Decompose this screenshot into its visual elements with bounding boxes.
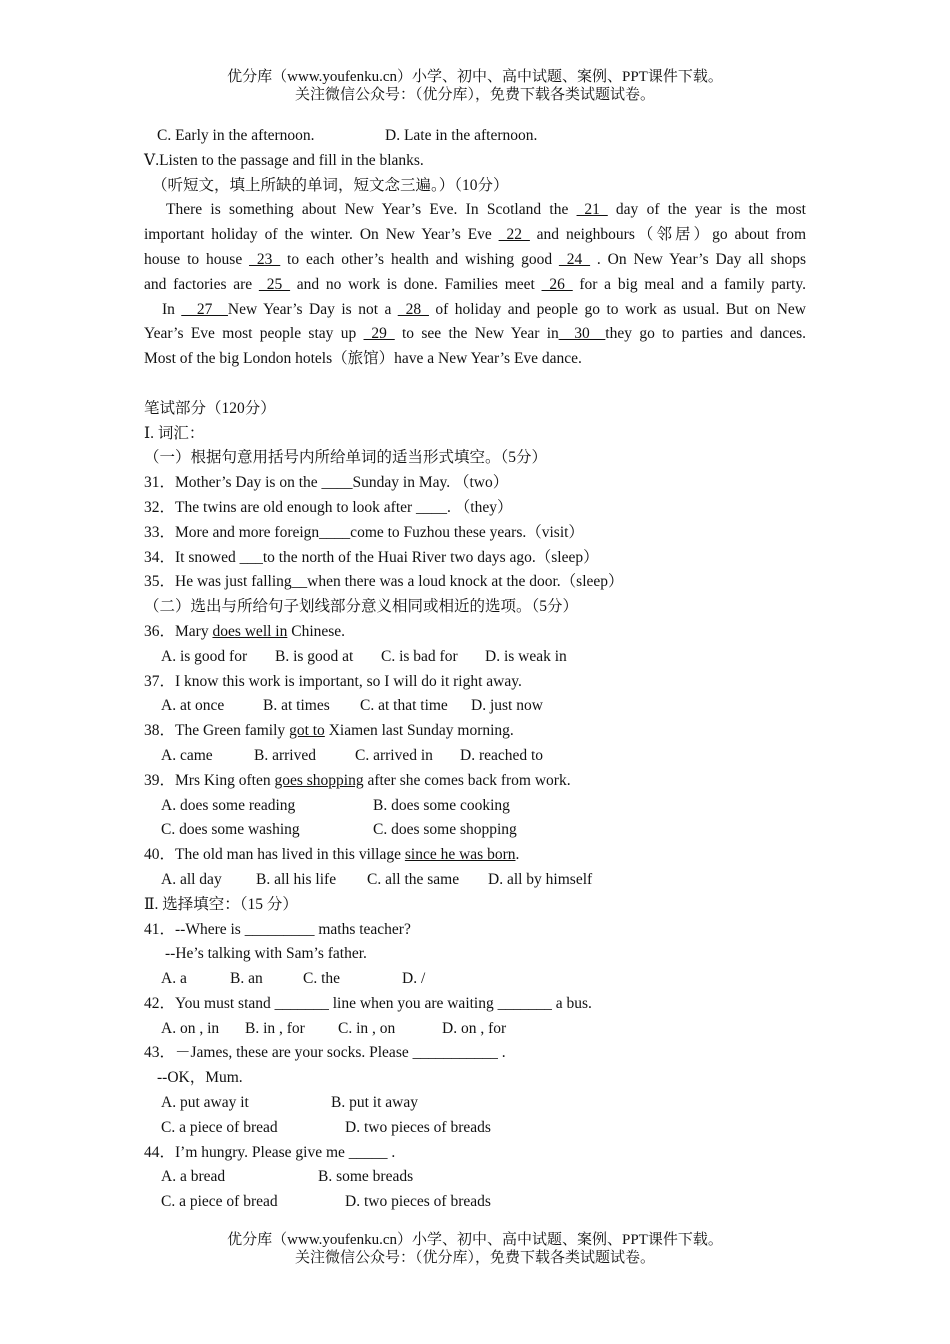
part2-instruction: （二）选出与所给句子划线部分意义相同或相近的选项。（5分）: [144, 598, 579, 616]
question-42-options: A. on , in B. in , for C. in , on D. on , for: [161, 1019, 507, 1037]
passage-line: and factories are _25_ and no work is done. Families meet _26_ for a big meal and a family party.: [144, 275, 806, 293]
question-43-answer: --OK，Mum.: [157, 1069, 243, 1087]
blank-21: _21_: [576, 201, 608, 219]
question-44-options-row1: A. a bread B. some breads: [161, 1168, 414, 1186]
question-32: 32．The twins are old enough to look after ____. （they）: [144, 498, 513, 516]
question-43-options-row2: C. a piece of bread D. two pieces of breads: [161, 1118, 491, 1136]
question-42: 42．You must stand _______ line when you are waiting _______ a bus.: [144, 994, 592, 1012]
question-34: 34．It snowed ___to the north of the Huai River two days ago.（sleep）: [144, 548, 599, 566]
question-36: 36．Mary does well in Chinese.: [144, 622, 346, 640]
blank-22: _22_: [498, 226, 530, 244]
footer-line-2: 关注微信公众号：（优分库），免费下载各类试题试卷。: [294, 1250, 655, 1266]
question-44-options-row2: C. a piece of bread D. two pieces of breads: [161, 1193, 491, 1211]
underlined-phrase: since he was born: [404, 846, 516, 864]
option-d: D. Late in the afternoon.: [385, 127, 538, 144]
page-footer: [0, 1231, 950, 1267]
option-c: C. Early in the afternoon.: [157, 127, 315, 144]
underlined-phrase: goes shopping: [274, 771, 364, 789]
blank-28: _28_: [397, 300, 429, 318]
section-5-instruction: （听短文，填上所缺的单词，短文念三遍。）（10分）: [152, 176, 509, 194]
passage-paragraph-2: [144, 298, 806, 372]
question-44: 44．I’m hungry. Please give me _____ .: [144, 1143, 396, 1161]
question-40: 40．The old man has lived in this village since he was born.: [144, 846, 520, 864]
question-38: 38．The Green family got to Xiamen last Sunday morning.: [144, 722, 514, 740]
question-39-options-row1: A. does some reading B. does some cooking: [161, 796, 510, 814]
question-36-options: A. is good for B. is good at C. is bad for D. is weak in: [161, 647, 567, 665]
question-41: 41．--Where is _________ maths teacher?: [144, 920, 411, 938]
passage-line: important holiday of the winter. On New Year’s Eve _22_ and neighbours（邻居）go about from: [144, 226, 807, 244]
question-37: 37．I know this work is important, so I will do it right away.: [144, 672, 522, 690]
question-43: 43．－James, these are your socks. Please ___________ .: [144, 1044, 506, 1062]
part1-instruction: （一）根据句意用括号内所给单词的适当形式填空。（5分）: [144, 449, 548, 467]
question-31: 31．Mother’s Day is on the ____Sunday in May. （two）: [144, 474, 509, 492]
question-41-options: A. a B. an C. the D. /: [161, 970, 426, 988]
question-38-options: A. came B. arrived C. arrived in D. reached to: [161, 746, 544, 764]
footer-line-1: 优分库（www.youfenku.cn）小学、初中、高中试题、案例、PPT课件下载。: [227, 1232, 723, 1248]
question-43-options-row1: A. put away it B. put it away: [161, 1094, 418, 1112]
section-5-title: Ⅴ.Listen to the passage and fill in the blanks.: [144, 151, 424, 169]
exam-body: [144, 124, 806, 1215]
question-37-options: A. at once B. at times C. at that time D. just now: [161, 697, 543, 715]
blank-24: _24_: [558, 250, 590, 268]
blank-25: _25_: [258, 275, 290, 293]
blank-23: _23_: [249, 250, 281, 268]
choice-section-title: Ⅱ. 选择填空：（15 分）: [144, 895, 298, 913]
prev-question-options: [144, 124, 806, 149]
passage-line: In __27__New Year’s Day is not a _28_ of holiday and people go to work as usual. But on New: [162, 300, 806, 318]
page-header: [0, 68, 950, 104]
written-section-title: 笔试部分（120分）: [144, 399, 276, 417]
question-40-options: A. all day B. all his life C. all the same D. all by himself: [161, 870, 593, 888]
question-39: 39．Mrs King often goes shopping after she comes back from work.: [144, 771, 571, 789]
question-33: 33．More and more foreign____come to Fuzhou these years.（visit）: [144, 523, 584, 541]
underlined-phrase: does well in: [212, 622, 288, 640]
vocab-section-title: Ⅰ. 词汇：: [144, 424, 205, 442]
passage-line: There is something about New Year’s Eve. In Scotland the _21_ day of the year is the most: [166, 201, 806, 219]
question-35: 35．He was just falling__when there was a loud knock at the door.（sleep）: [144, 573, 624, 591]
question-39-options-row2: C. does some washing C. does some shopping: [161, 821, 517, 839]
blank-30: __30__: [558, 325, 606, 343]
passage-paragraph-1: [144, 198, 806, 297]
passage-line: Most of the big London hotels（旅馆）have a New Year’s Eve dance.: [144, 350, 582, 368]
blank-29: _29_: [363, 325, 395, 343]
blank-27: __27__: [181, 300, 228, 318]
passage-line: Year’s Eve most people stay up _29_ to see the New Year in__30__they go to parties and dances.: [144, 325, 806, 343]
blank-26: _26_: [541, 275, 573, 293]
underlined-phrase: got to: [289, 722, 325, 740]
passage-line: house to house _23_ to each other’s health and wishing good _24_ . On New Year’s Day all shops: [144, 250, 806, 268]
header-line-1: 优分库（www.youfenku.cn）小学、初中、高中试题、案例、PPT课件下载。: [227, 69, 723, 85]
header-line-2: 关注微信公众号：（优分库），免费下载各类试题试卷。: [294, 87, 655, 103]
question-41-answer: --He’s talking with Sam’s father.: [165, 945, 367, 963]
